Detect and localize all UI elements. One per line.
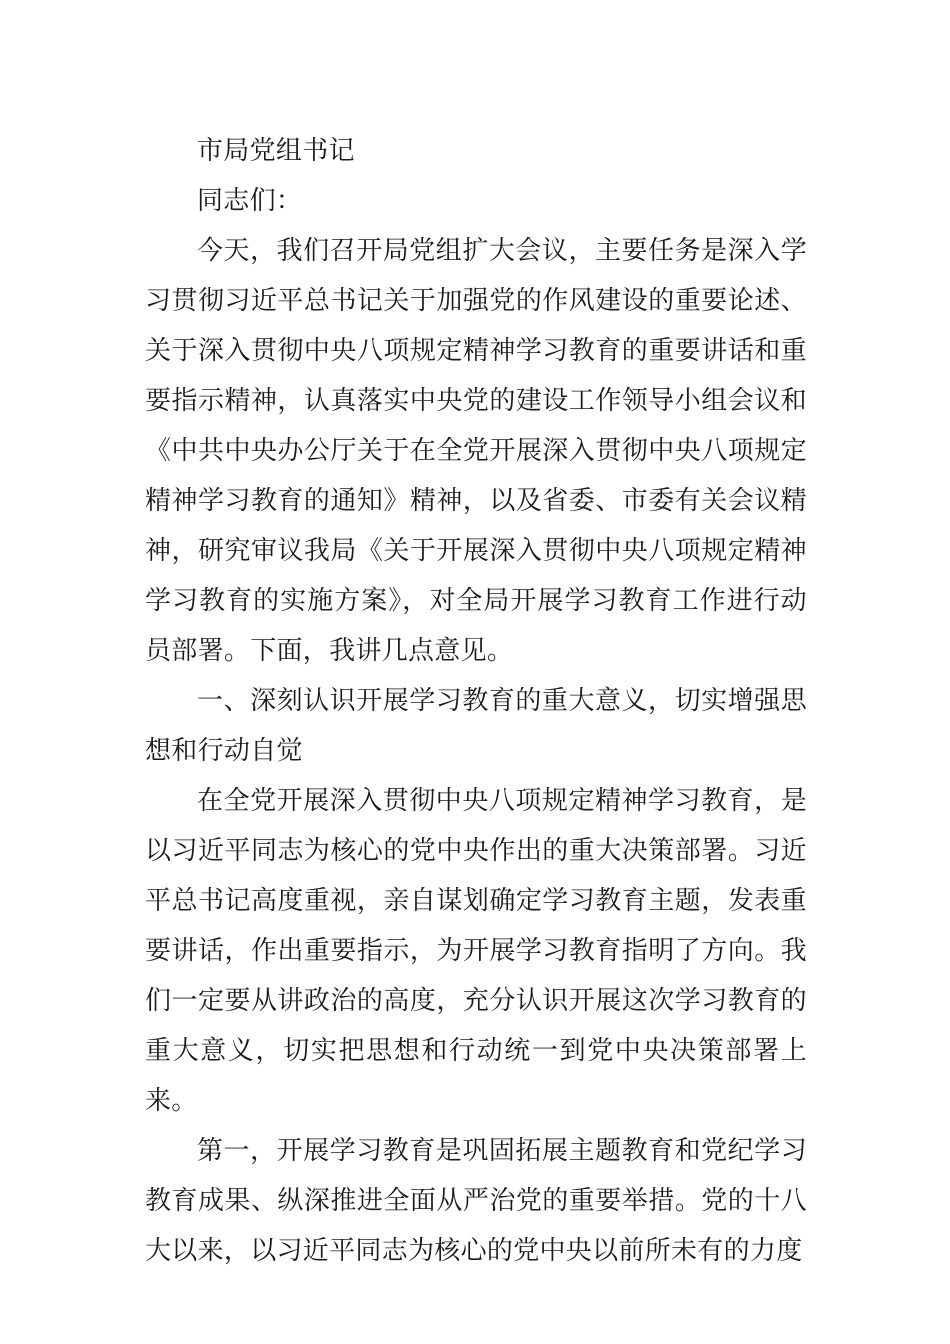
salutation: 同志们： bbox=[197, 186, 303, 216]
document-body bbox=[145, 126, 807, 1276]
body-paragraph: 今天，我们召开局党组扩大会议，主要任务是深入学习贯彻习近平总书记关于加强党的作风建设的重要论述、关于深入贯彻中央八项规定精神学习教育的重要讲话和重要指示精神，认真落实中央党的建设工作领导小组会议和《中共中央办公厅关于在全党开展深入贯彻中央八项规定精神学习教育的通知》精神，以及省委、市委有关会议精神，研究审议我局《关于开展深入贯彻中央八项规定精神学习教育的实施方案》，对全局开展学习教育工作进行动员部署。下面，我讲几点意见。 bbox=[145, 236, 807, 666]
body-paragraph: 第一，开展学习教育是巩固拓展主题教育和党纪学习教育成果、纵深推进全面从严治党的重要举措。党的十八大以来，以习近平同志为核心的党中央以前所未有的力度 bbox=[145, 1136, 807, 1266]
body-paragraph: 在全党开展深入贯彻中央八项规定精神学习教育，是以习近平同志为核心的党中央作出的重大决策部署。习近平总书记高度重视，亲自谋划确定学习教育主题，发表重要讲话，作出重要指示，为开展学习教育指明了方向。我们一定要从讲政治的高度，充分认识开展这次学习教育的重大意义，切实把思想和行动统一到党中央决策部署上来。 bbox=[145, 786, 807, 1116]
section-heading: 一、深刻认识开展学习教育的重大意义，切实增强思想和行动自觉 bbox=[145, 686, 807, 766]
speaker-title: 市局党组书记 bbox=[197, 136, 355, 166]
